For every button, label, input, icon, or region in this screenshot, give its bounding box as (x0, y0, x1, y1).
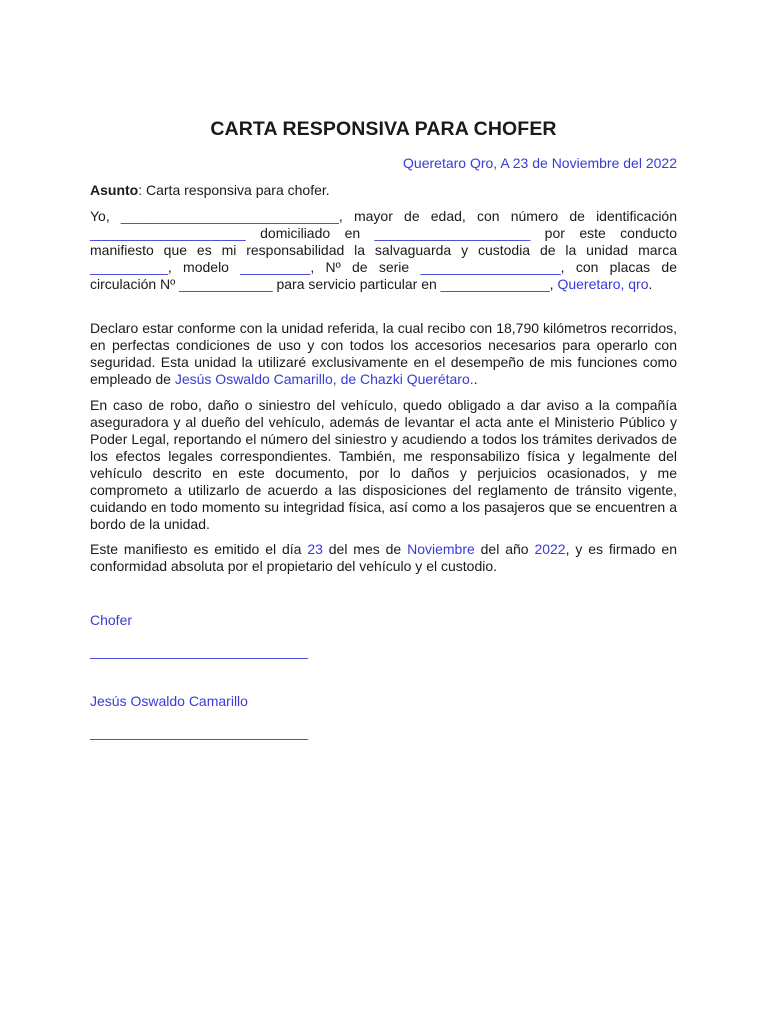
blank-name: ____________________________ (120, 208, 339, 224)
blank-plates: ____________ (179, 276, 273, 292)
signature-line-chofer: ____________________________ (90, 643, 309, 659)
blank-serial: __________________ (420, 259, 561, 275)
issue-month: Noviembre (407, 541, 475, 557)
blank-address: ____________________ (374, 225, 531, 241)
paragraph-incident-obligations: En caso de robo, daño o siniestro del vehículo, quedo obligado a dar aviso a la compañía aseguradora y al dueño del vehículo, además de levantar el acta ante el Ministerio Público y Poder Legal, reportando el número del siniestro y acudiendo a todos los trámites derivados de los efectos legales correspondientes. También, me responsabilizo física y legalmente del vehículo descrito en este documento, por lo daños y perjuicios ocasionados, y me comprometo a utilizarlo de acuerdo a las disposiciones del reglamento de tránsito vigente, cuidando en todo momento su integridad física, así como a los pasajeros que se encuentren a bordo de la unidad. (90, 397, 677, 532)
issue-day: 23 (307, 541, 323, 557)
signature-label-owner: Jesús Oswaldo Camarillo (90, 693, 248, 709)
subject-line (90, 182, 677, 199)
p1-text-f: , Nº de serie (310, 259, 421, 275)
p1-text-d: por este conducto manifiesto que es mi responsabilidad la salvaguarda y custodia de la unidad marca (90, 225, 677, 258)
p4-text-d: , y es firmado en conformidad absoluta por el propietario del vehículo y el custodio. (90, 541, 677, 574)
place-date-line: Queretaro Qro, A 23 de Noviembre del 2022 (403, 155, 677, 171)
subject-label: Asunto (90, 182, 139, 198)
p2-text-a: Declaro estar conforme con la unidad referida, la cual recibo con 18,790 kilómetros recorridos, en perfectas condiciones de uso y con todos los accesorios necesarios para operarlo con seguridad. Esta unidad la utilizaré exclusivamente en el desempeño de mis funciones como empleado de (90, 320, 677, 387)
p4-text-c: del año (474, 541, 535, 557)
paragraph-identification (90, 208, 677, 293)
p1-text-j: . (648, 276, 653, 292)
p1-text-h: para servicio particular en (272, 276, 441, 292)
signature-line-owner: ____________________________ (90, 724, 309, 740)
p2-text-b: . (473, 371, 478, 387)
paragraph-conformity (90, 320, 677, 388)
city-name: Queretaro, qro (557, 276, 649, 292)
document-title: CARTA RESPONSIVA PARA CHOFER (210, 118, 557, 140)
p1-text-g: , con placas de circulación Nº (90, 259, 678, 292)
p1-text-b: , mayor de edad, con número de identificación (338, 208, 678, 224)
issue-year: 2022 (534, 541, 566, 557)
blank-model: _________ (240, 259, 311, 275)
p4-text-a: Este manifiesto es emitido el día (90, 541, 308, 557)
p1-text-e: , modelo (167, 259, 241, 275)
blank-id-number: ____________________ (90, 225, 246, 241)
paragraph-issuance (90, 541, 677, 575)
p1-text-i: , (549, 276, 558, 292)
employer-name: Jesús Oswaldo Camarillo, de Chazki Querétaro. (174, 371, 474, 387)
blank-brand: __________ (90, 259, 168, 275)
subject-text: : Carta responsiva para chofer. (138, 182, 330, 198)
p4-text-b: del mes de (322, 541, 408, 557)
signature-label-chofer: Chofer (90, 612, 133, 628)
p1-text-c: domiciliado en (245, 225, 375, 241)
p1-text-a: Yo, (90, 208, 121, 224)
blank-place: ______________ (440, 276, 550, 292)
